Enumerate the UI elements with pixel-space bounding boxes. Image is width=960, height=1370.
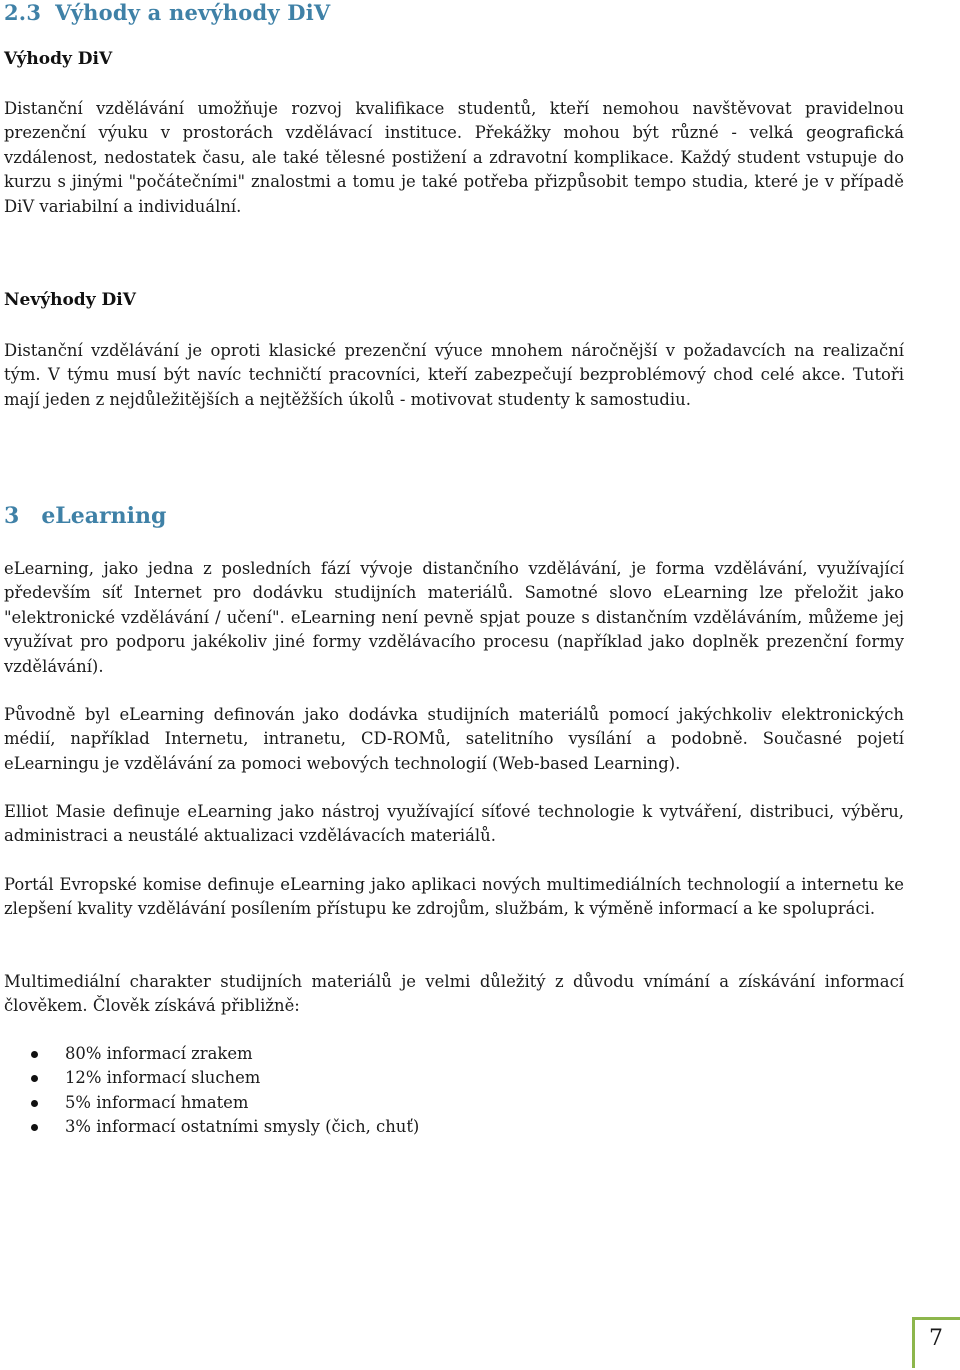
- elearning-paragraph-5: Multimediální charakter studijních materiálů je velmi důležitý z důvodu vnímání a získávání informací člověkem. Člověk získává přibližně:: [4, 972, 904, 1016]
- page-number: 7: [929, 1326, 943, 1351]
- list-item: [0, 1091, 900, 1115]
- elearning-paragraph-1: eLearning, jako jedna z posledních fází vývoje distančního vzdělávání, je forma vzdělávání, využívající především síť Internet pro dodávku studijních materiálů. Samotné slovo eLearning lze přeložit jako "elektronické vzdělávání / učení". eLearning není pevně spjat pouze s distančním vzděláváním, můžeme jej využívat pro podporu jakékoliv jiné formy vzdělávacího procesu (například jako doplněk prezenční formy vzdělávání).: [4, 559, 904, 676]
- bullet-icon: [31, 1100, 38, 1107]
- bullet-icon: [31, 1051, 38, 1058]
- list-item: [0, 1066, 900, 1090]
- section-title: eLearning: [41, 503, 167, 529]
- section-heading-2-3: [4, 0, 330, 25]
- disadvantages-heading: Nevýhody DiV: [4, 290, 136, 310]
- disadvantages-paragraph: Distanční vzdělávání je oproti klasické prezenční výuce mnohem náročnější v požadavcích na realizační tým. V týmu musí být navíc techničtí pracovníci, kteří zabezpečují bezproblémový chod celé akce. Tutoři mají jeden z nejdůležitějších a nejtěžších úkolů - motivovat studenty k samostudiu.: [4, 341, 904, 409]
- elearning-paragraph-2: Původně byl eLearning definován jako dodávka studijních materiálů pomocí jakýchkoliv elektronických médií, například Internetu, intranetu, CD-ROMů, satelitního vysílání a podobně. Současné pojetí eLearningu je vzdělávání za pomoci webových technologií (Web-based Learning).: [4, 705, 904, 773]
- page-number-box: [912, 1317, 960, 1365]
- bullet-icon: [31, 1124, 38, 1131]
- perception-list: [0, 1042, 900, 1140]
- list-item-text: 3% informací ostatními smysly (čich, chuť): [65, 1117, 420, 1137]
- advantages-heading: Výhody DiV: [4, 49, 113, 69]
- section-number: 2.3: [4, 0, 42, 25]
- list-item-text: 80% informací zrakem: [65, 1044, 253, 1063]
- section-heading-3: [4, 503, 166, 529]
- list-item: [0, 1042, 900, 1066]
- list-item-text: 12% informací sluchem: [65, 1068, 261, 1088]
- section-number: 3: [4, 503, 20, 529]
- section-title: Výhody a nevýhody DiV: [55, 0, 331, 25]
- bullet-icon: [31, 1075, 38, 1082]
- list-item-text: 5% informací hmatem: [65, 1092, 249, 1112]
- list-item: [0, 1115, 900, 1139]
- advantages-paragraph: Distanční vzdělávání umožňuje rozvoj kvalifikace studentů, kteří nemohou navštěvovat pravidelnou prezenční výuku v prostorách vzdělávací instituce. Překážky mohou být různé - velká geografická vzdálenost, nedostatek času, ale také tělesné postižení a zdravotní komplikace. Každý student vstupuje do kurzu s jinými "počátečními" znalostmi a tomu je také potřeba přizpůsobit tempo studia, které je v případě DiV variabilní a individuální.: [4, 99, 904, 216]
- elearning-paragraph-3: Elliot Masie definuje eLearning jako nástroj využívající síťové technologie k vytváření, distribuci, výběru, administraci a neustálé aktualizaci vzdělávacích materiálů.: [4, 802, 904, 846]
- elearning-paragraph-4: Portál Evropské komise definuje eLearning jako aplikaci nových multimediálních technologií a internetu ke zlepšení kvality vzdělávání posílením přístupu ke zdrojům, službám, k výměně informací a ke spolupráci.: [4, 875, 904, 919]
